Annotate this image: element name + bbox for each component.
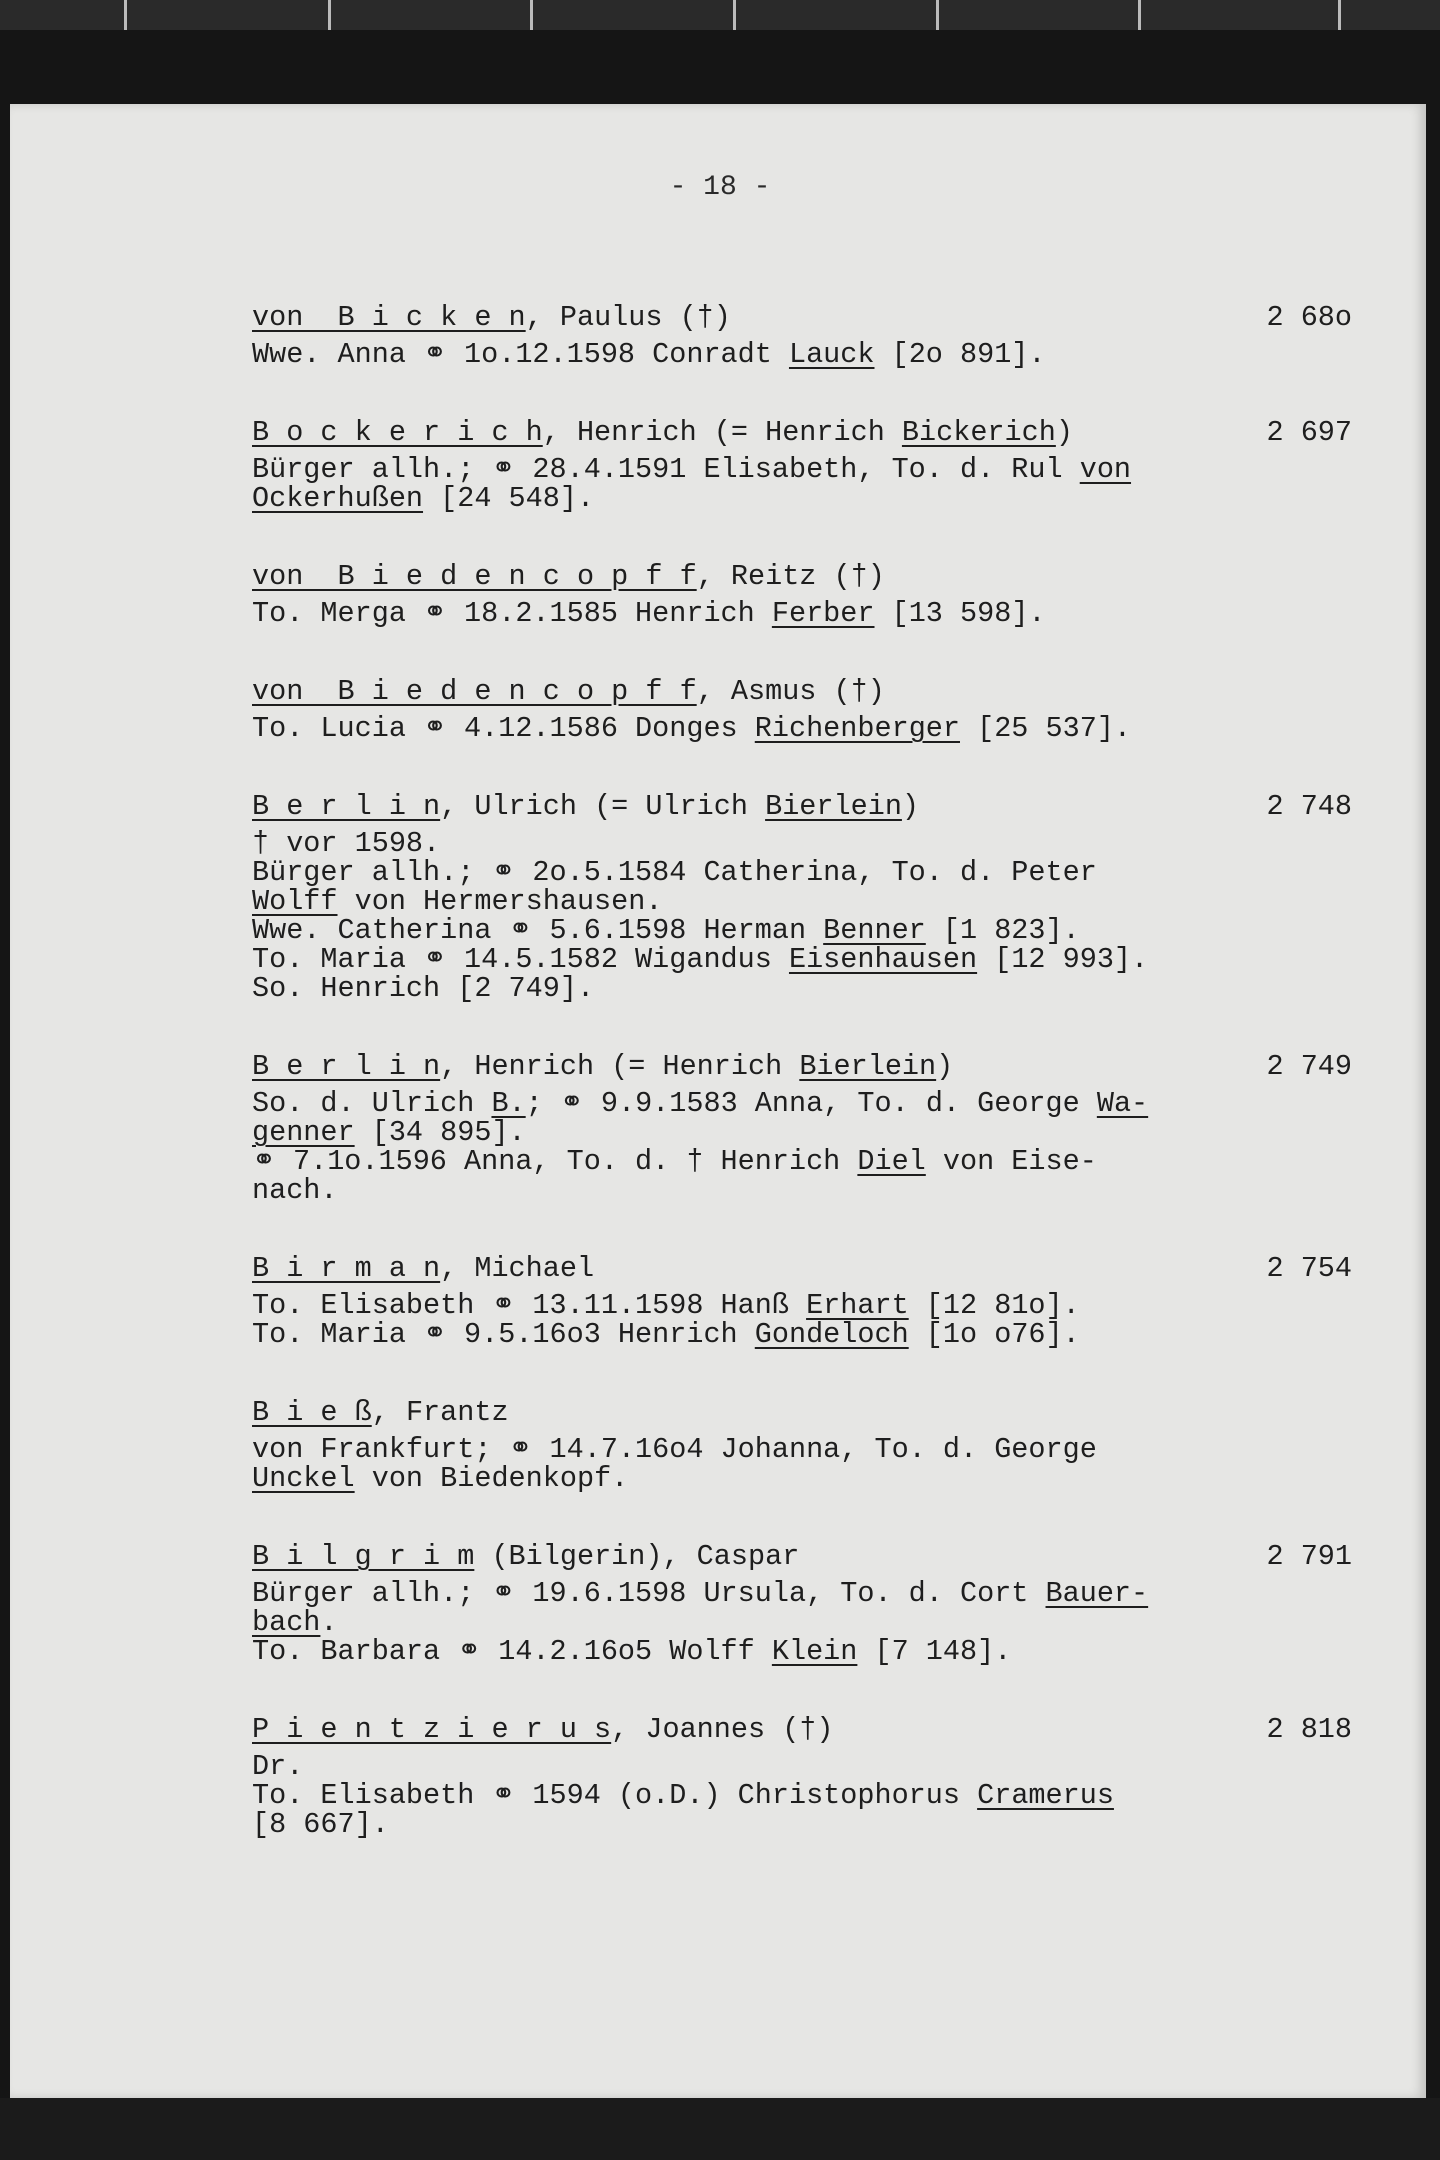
underlined-name: Wolff [252,885,338,918]
underlined-name: Unckel [252,1462,355,1495]
text-segment: [13 598]. [874,597,1046,630]
entry-line [252,1291,1352,1320]
underlined-name: Erhart [806,1289,909,1322]
underlined-name: Lauck [788,338,875,371]
text-segment: To. Lucia ⚭ 4.12.1586 Donges [252,712,755,745]
entry-heading [252,1247,1352,1291]
underlined-name: Eisenhausen [788,943,978,976]
text-segment: ) [1055,416,1073,449]
entry-line [252,1320,1352,1349]
text-segment: Bürger allh.; ⚭ 19.6.1598 Ursula, To. d. Cort [252,1577,1046,1610]
entry-heading [252,1708,1352,1752]
entry-line [252,887,1352,916]
text-segment: von Eise- [925,1145,1097,1178]
register-entry [252,1045,1352,1205]
underlined-name: Klein [771,1635,858,1668]
entry-line [252,858,1352,887]
underlined-name: Wa- [1096,1087,1149,1120]
underlined-name: Richenberger [754,712,960,745]
entry-line [252,484,1352,513]
text-segment: [12 993]. [977,943,1149,976]
entry-line [252,1176,1352,1205]
text-segment: [2o 891]. [874,338,1046,371]
register-entry [252,1391,1352,1493]
text-segment: To. Maria ⚭ 9.5.16o3 Henrich [252,1318,755,1351]
text-segment: , Joannes (†) [611,1713,834,1746]
entry-number: 2 68o [1266,301,1352,334]
underlined-name: Cramerus [977,1779,1114,1812]
text-segment: [25 537]. [960,712,1132,745]
entry-number: 2 791 [1266,1540,1352,1573]
entry-line [252,829,1352,858]
underlined-name: von B i e d e n c o p f f [252,675,697,708]
underlined-name: B. [491,1087,526,1120]
film-strip-bottom [0,2098,1440,2160]
entry-heading [252,785,1352,829]
register-entry [252,411,1352,513]
entry-line [252,1435,1352,1464]
film-strip-top [0,0,1440,30]
underlined-name: Benner [823,914,926,947]
text-segment: [1 823]. [925,914,1080,947]
entry-number: 2 697 [1266,416,1352,449]
text-segment: [24 548]. [423,482,595,515]
text-segment: Bürger allh.; ⚭ 2o.5.1584 Catherina, To. d. Peter [252,856,1097,889]
entry-line [252,1810,1352,1839]
entry-line [252,599,1352,628]
text-segment: To. Merga ⚭ 18.2.1585 Henrich [252,597,772,630]
underlined-name: Ferber [771,597,875,630]
underlined-name: Bierlein [799,1050,937,1083]
register-entry [252,1708,1352,1839]
text-segment: [12 81o]. [908,1289,1080,1322]
entry-line [252,1464,1352,1493]
underlined-name: B i r m a n [252,1252,441,1285]
text-segment: To. Barbara ⚭ 14.2.16o5 Wolff [252,1635,772,1668]
text-segment: . [320,1606,338,1639]
entry-line [252,1752,1352,1781]
underlined-name: genner [252,1116,355,1149]
text-segment: † vor 1598. [252,827,441,860]
entry-line [252,1118,1352,1147]
entry-line [252,1608,1352,1637]
entry-line [252,1147,1352,1176]
register-entry [252,670,1352,743]
entry-number: 2 749 [1266,1050,1352,1083]
underlined-name: Gondeloch [754,1318,909,1351]
text-segment: , Henrich (= Henrich [440,1050,800,1083]
register-entry [252,1247,1352,1349]
underlined-name: Bierlein [765,790,902,823]
register-entry [252,1535,1352,1666]
text-segment: , Henrich (= Henrich [542,416,902,449]
text-segment: ) [901,790,920,823]
text-segment: , Michael [440,1252,595,1285]
entry-number: 2 748 [1266,790,1352,823]
text-segment: So. d. Ulrich [252,1087,492,1120]
entry-line [252,945,1352,974]
entry-line [252,1781,1352,1810]
text-segment: , Frantz [371,1396,509,1429]
text-segment: To. Maria ⚭ 14.5.1582 Wigandus [252,943,789,976]
underlined-name: B o c k e r i c h [252,416,543,449]
register-entry [252,785,1352,1003]
underlined-name: B e r l i n [252,1050,441,1083]
text-segment: To. Elisabeth ⚭ 1594 (o.D.) Christophorus [252,1779,978,1812]
text-segment: Wwe. Catherina ⚭ 5.6.1598 Herman [252,914,824,947]
text-segment: ) [936,1050,954,1083]
underlined-name: von B i c k e n [252,301,526,334]
underlined-name: B i l g r i m [252,1540,475,1573]
entry-number: 2 818 [1266,1713,1352,1746]
text-segment: (Bilgerin), Caspar [474,1540,800,1573]
entry-heading [252,670,1352,714]
text-segment: [1o o76]. [908,1318,1080,1351]
underlined-name: P i e n t z i e r u s [252,1713,612,1746]
text-segment: , Asmus (†) [696,675,885,708]
text-segment: von Biedenkopf. [354,1462,629,1495]
entry-line [252,1089,1352,1118]
entry-heading [252,411,1352,455]
underlined-name: Bauer- [1045,1577,1149,1610]
text-segment: [34 895]. [354,1116,526,1149]
underlined-name: Ockerhußen [252,482,424,515]
underlined-name: B i e ß [252,1396,372,1429]
entry-heading [252,1535,1352,1579]
register-entries [252,296,1352,1881]
text-segment: , Paulus (†) [525,301,731,334]
entry-heading [252,1045,1352,1089]
underlined-name: von B i e d e n c o p f f [252,560,697,593]
register-entry [252,296,1352,369]
entry-line [252,455,1352,484]
underlined-name: von [1079,453,1132,486]
underlined-name: B e r l i n [252,790,441,823]
text-segment: von Hermershausen. [337,885,663,918]
entry-line [252,916,1352,945]
underlined-name: bach [252,1606,321,1639]
underlined-name: Diel [857,1145,926,1178]
entry-heading [252,296,1352,340]
text-segment: Wwe. Anna ⚭ 1o.12.1598 Conradt [252,338,789,371]
entry-heading [252,1391,1352,1435]
text-segment: [7 148]. [857,1635,1012,1668]
text-segment: So. Henrich [2 749]. [252,972,595,1005]
entry-line [252,340,1352,369]
entry-line [252,714,1352,743]
text-segment: ⚭ 7.1o.1596 Anna, To. d. † Henrich [252,1145,858,1178]
entry-number: 2 754 [1266,1252,1352,1285]
text-segment: von Frankfurt; ⚭ 14.7.16o4 Johanna, To. d. George [252,1433,1097,1466]
text-segment: Bürger allh.; ⚭ 28.4.1591 Elisabeth, To. d. Rul [252,453,1080,486]
text-segment: [8 667]. [252,1808,389,1841]
text-segment: , Reitz (†) [696,560,885,593]
text-segment: nach. [252,1174,338,1207]
page-number: - 18 - [669,172,771,203]
register-entry [252,555,1352,628]
underlined-name: Bickerich [901,416,1056,449]
entry-heading [252,555,1352,599]
text-segment: To. Elisabeth ⚭ 13.11.1598 Hanß [252,1289,807,1322]
entry-line [252,1579,1352,1608]
text-segment: ; ⚭ 9.9.1583 Anna, To. d. George [525,1087,1097,1120]
entry-line [252,974,1352,1003]
entry-line [252,1637,1352,1666]
text-segment: Dr. [252,1750,304,1783]
text-segment: , Ulrich (= Ulrich [440,790,766,823]
